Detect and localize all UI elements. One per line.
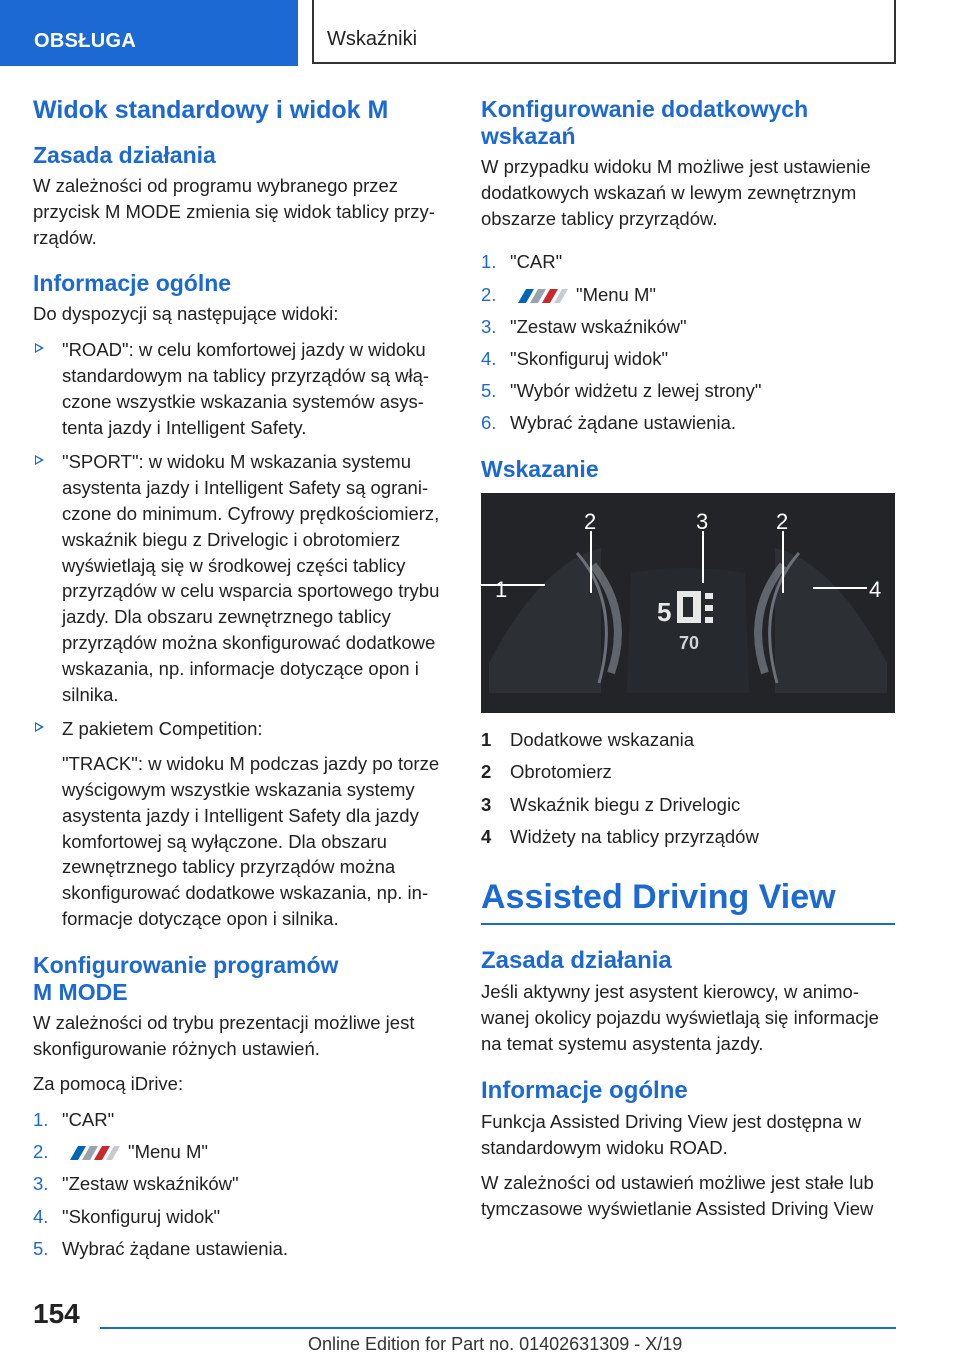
footer-edition: Online Edition for Part no. 01402631309 - X/19 <box>308 1334 683 1354</box>
views-list <box>33 337 447 932</box>
callout-1: 1 <box>495 577 508 603</box>
heading-configure-programs: Konfigurowanie programów M MODE <box>33 951 339 1005</box>
step-item: 1. "CAR" <box>33 1109 115 1131</box>
page-number: 154 <box>33 1298 80 1329</box>
idrive-steps <box>33 1107 447 1262</box>
legend-item: 3 Wskaźnik biegu z Drivelogic <box>481 793 741 815</box>
section-heading-standard-m: Widok standardowy i widok M <box>33 96 389 124</box>
m-stripes-icon <box>512 289 568 303</box>
callout-3: 3 <box>696 509 709 535</box>
figure-legend <box>481 727 895 849</box>
m-stripes-icon <box>64 1146 120 1160</box>
speed-digits: 70 <box>679 633 700 654</box>
heading-additional-displays: Konfigurowanie dodatkowych wskazań <box>481 96 809 149</box>
configure-text: W zależności od trybu prezentacji możliwe jest skonfigurowanie różnych ustawień. <box>33 1011 415 1059</box>
step-item: 2. "Menu M" <box>33 1141 208 1163</box>
list-item <box>33 716 447 931</box>
additional-steps <box>481 249 895 436</box>
step-item: 2. "Menu M" <box>481 283 656 305</box>
principle-text: W zależności od programu wybranego przez przycisk M MODE zmienia się widok tablicy przyrządów. <box>33 175 435 248</box>
step-item: 3. "Zestaw wskaźników" <box>33 1173 239 1195</box>
left-column <box>33 96 447 1272</box>
list-item-text: Z pakietem Competition: <box>62 718 263 740</box>
list-item <box>33 449 447 707</box>
idrive-intro: Za pomocą iDrive: <box>33 1073 184 1095</box>
heading-principle-adv: Zasada działania <box>481 947 672 975</box>
footer-rule <box>100 1327 896 1329</box>
legend-item: 2 Obrotomierz <box>481 761 612 783</box>
legend-item: 4 Widżety na tablicy przyrządów <box>481 825 759 847</box>
instrument-cluster-figure <box>481 493 895 713</box>
step-item: 5. "Wybór widżetu z lewej strony" <box>481 380 762 402</box>
step-item: 3. "Zestaw wskaźników" <box>481 315 687 337</box>
list-item-text: "SPORT": w widoku M wskazania systemu asystenta jazdy i Intelligent Safety są ograniczone do minimum. Cyfrowy prędkościomierz, wskaźnik biegu z Drivelogic i obrotomierz wyświetlają się w środkowej części tablicy przyrządów w celu wsparcia sportowego trybu jazdy. Dla obszaru zewnętrznego tablicy przyrządów można skonfigurować dodatkowe wskazania, np. informacje dotyczące opon i silnika. <box>62 451 440 705</box>
callout-4: 4 <box>869 577 882 603</box>
adv-principle-text: Jeśli aktywny jest asystent kierowcy, w animowanej okolicy pojazdu wyświetlają się informacje na temat systemu asystenta jazdy. <box>481 981 879 1055</box>
list-item <box>33 337 447 440</box>
callout-2b: 2 <box>776 509 789 535</box>
list-item-text: "ROAD": w celu komfortowej jazdy w widoku standardowym na tablicy przyrządów są włączone wszystkie wskazania systemów asystenta jazdy i Intelligent Safety. <box>62 339 430 438</box>
heading-principle: Zasada działania <box>33 142 216 168</box>
page-header <box>0 0 960 66</box>
step-item: 4. "Skonfiguruj widok" <box>33 1205 221 1227</box>
gear-number: 5 <box>657 597 672 628</box>
additional-displays-text: W przypadku widoku M możliwe jest ustawienie dodatkowych wskazań w lewym zewnętrznym obszarze tablicy przyrządów. <box>481 156 871 229</box>
section-tab: OBSŁUGA <box>0 0 298 66</box>
views-intro: Do dyspozycji są następujące widoki: <box>33 303 339 325</box>
heading-display: Wskazanie <box>481 456 599 483</box>
heading-assisted-driving-view: Assisted Driving View <box>481 877 895 925</box>
adv-info-text-1: Funkcja Assisted Driving View jest dostępna w standardowym widoku ROAD. <box>481 1110 862 1158</box>
step-item: 5. Wybrać żądane ustawienia. <box>33 1237 289 1259</box>
heading-general-info: Informacje ogólne <box>33 270 232 297</box>
step-item: 6. Wybrać żądane ustawienia. <box>481 412 737 434</box>
heading-general-info-adv: Informacje ogólne <box>481 1076 688 1104</box>
callout-2a: 2 <box>584 509 597 535</box>
right-column <box>481 96 895 1232</box>
adv-info-text-2: W zależności od ustawień możliwe jest stałe lub tymczasowe wyświetlanie Assisted Driving View <box>481 1172 874 1220</box>
list-item-subtext: "TRACK": w widoku M podczas jazdy po torze wyścigowym wszystkie wskazania systemy asystenta jazdy i Intelligent Safety dla jazdy komfortowej są wyłączone. Dla obszaru zewnętrznego tablicy przyrządów można skonfigurować dodatkowe wskazania, np. informacje dotyczące opon i silnika. <box>62 753 440 929</box>
chapter-title: Wskaźniki <box>327 28 418 50</box>
step-item: 1. "CAR" <box>481 251 563 273</box>
step-item: 4. "Skonfiguruj widok" <box>481 347 669 369</box>
legend-item: 1 Dodatkowe wskazania <box>481 729 695 751</box>
